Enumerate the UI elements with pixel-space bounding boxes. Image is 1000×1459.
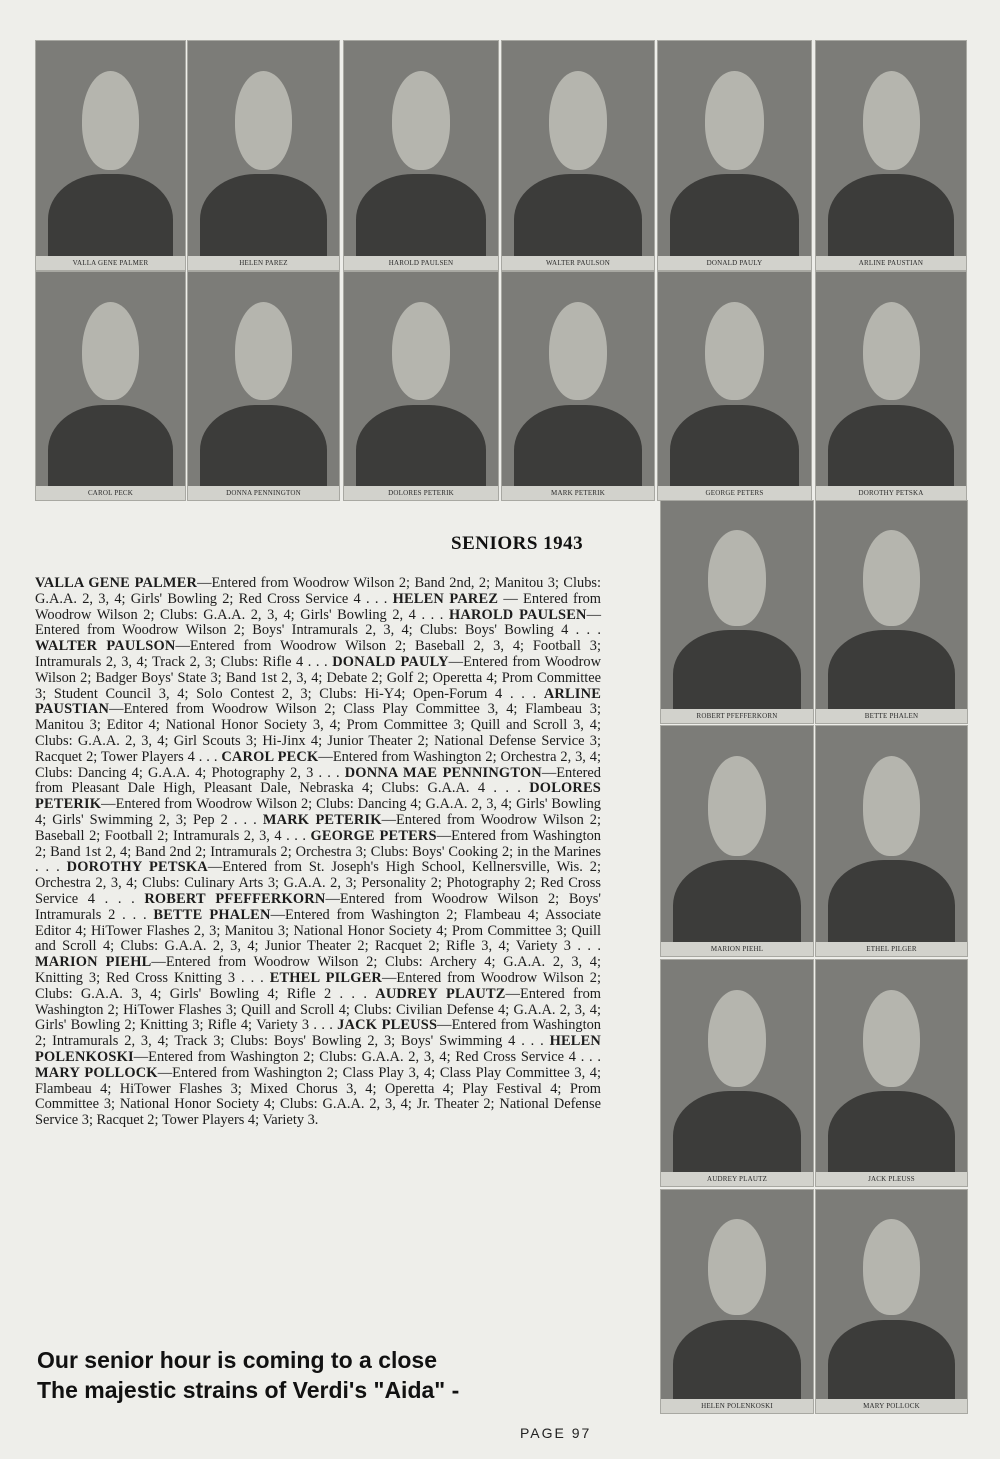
student-activities: —Entered from Pleasant Dale High, Pleasant Dale, Nebraska 4; Clubs: G.A.A. 4 . . .: [35, 764, 601, 797]
student-activities: —Entered from Washington 2; Band 1st 2, 4; Band 2nd 2; Intramurals 2; Orchestra 3; Clubs: Boys' Cooking 2; in the Marines . . .: [35, 827, 601, 876]
portrait-head-shape: [708, 990, 766, 1088]
student-name: JACK PLEUSS: [337, 1017, 438, 1034]
student-activities: —Entered from Washington 2; Class Play 3, 4; Class Play Committee 3, 4; Flambeau 4; HiTower Flashes 3; Mixed Chorus 3, 4; Operetta 4; Play Festival 4; Prom Committee 3; National Honor Society 4; Clubs: G.A.A. 2, 3, 4; Jr. Theater 2; National Defense Service 3; Racquet 2; Tower Players 4; Variety 3.: [35, 1064, 601, 1129]
portrait-head-shape: [705, 302, 763, 400]
page-number: PAGE 97: [520, 1425, 592, 1441]
portrait-head-shape: [863, 1219, 920, 1315]
portrait-body-shape: [356, 405, 485, 486]
portrait-caption: DOROTHY PETSKA: [858, 489, 924, 497]
student-name: HELEN PAREZ: [392, 590, 499, 607]
senior-portrait: [815, 725, 968, 957]
portrait-caption: MARK PETERIK: [551, 489, 605, 497]
student-activities: —Entered from Washington 2; Clubs: G.A.A. 2, 3, 4; Red Cross Service 4 . . .: [133, 1048, 601, 1065]
portrait-body-shape: [828, 1320, 955, 1399]
portrait-caption: DONALD PAULY: [706, 259, 763, 267]
student-activities: —Entered from Woodrow Wilson 2; Clubs: Archery 4; G.A.A. 2, 3, 4; Knitting 3; Red Cross Knitting 3 . . .: [35, 954, 601, 986]
portrait-caption: DOLORES PETERIK: [388, 489, 454, 497]
portrait-body-shape: [514, 174, 642, 256]
senior-portrait: [815, 500, 968, 724]
portrait-photo: [658, 272, 811, 486]
senior-portrait: [657, 271, 812, 501]
portrait-photo: [36, 272, 185, 486]
portrait-caption: GEORGE PETERS: [705, 489, 764, 497]
portrait-body-shape: [48, 405, 173, 486]
student-activities: —Entered from Washington 2; Orchestra 2, 3, 4; Clubs: Dancing 4; G.A.A. 4; Photography 2, 3 . . .: [35, 748, 601, 781]
student-name: HELEN POLENKOSKI: [35, 1033, 601, 1065]
verse-line: The majestic strains of Verdi's "Aida" -: [37, 1377, 460, 1403]
student-activities: —Entered from Woodrow Wilson 2; Band 2nd, 2; Manitou 3; Clubs: G.A.A. 2, 3, 4; Girls' Bowling 2; Red Cross Service 4 . . .: [35, 575, 602, 607]
student-activities: — Entered from Woodrow Wilson 2; Clubs: G.A.A. 2, 3, 4; Girls' Bowling 2, 4 . . .: [35, 590, 601, 623]
student-name: ETHEL PILGER: [269, 969, 383, 986]
student-name: ROBERT PFEFFERKORN: [144, 890, 326, 907]
portrait-caption: HAROLD PAULSEN: [388, 259, 454, 267]
student-activities: —Entered from Woodrow Wilson 2; Baseball 2; Football 2; Intramurals 2, 3, 4 . . .: [35, 811, 602, 844]
portrait-caption: BETTE PHALEN: [864, 712, 919, 720]
portrait-head-shape: [82, 302, 139, 400]
portrait-body-shape: [673, 860, 801, 942]
student-activities: —Entered from Woodrow Wilson 2; Baseball 2, 3, 4; Football 3; Intramurals 2, 3, 4; Track 2, 3; Clubs: Rifle 4 . . .: [35, 638, 601, 670]
portrait-head-shape: [863, 756, 920, 855]
portrait-head-shape: [708, 1219, 766, 1315]
portrait-body-shape: [828, 1091, 955, 1172]
portrait-photo: [661, 960, 813, 1172]
student-activities: —Entered from Woodrow Wilson 2; Boys' Intramurals 2, 3, 4; Clubs: Boys' Bowling 4 . . .: [35, 606, 601, 639]
student-name: GEORGE PETERS: [310, 827, 437, 844]
portrait-head-shape: [863, 990, 920, 1088]
portrait-body-shape: [828, 405, 954, 486]
portrait-photo: [502, 272, 654, 486]
student-activities: —Entered from Woodrow Wilson 2; Clubs: G.A.A. 3, 4; Girls' Bowling 4; Rifle 2 . . .: [35, 969, 602, 1002]
senior-portrait: [660, 725, 814, 957]
portrait-body-shape: [200, 405, 327, 486]
senior-portrait: [815, 40, 967, 271]
portrait-caption: VALLA GENE PALMER: [72, 259, 149, 267]
portrait-head-shape: [708, 530, 766, 626]
portrait-caption: ARLINE PAUSTIAN: [858, 259, 924, 267]
senior-portrait: [35, 40, 186, 271]
portrait-photo: [188, 41, 339, 256]
portrait-head-shape: [863, 530, 920, 626]
portrait-photo: [344, 272, 498, 486]
senior-portrait: [343, 271, 499, 501]
portrait-caption: JACK PLEUSS: [868, 1175, 915, 1183]
portrait-caption: MARION PIEHL: [710, 945, 764, 953]
portrait-head-shape: [392, 71, 451, 170]
student-name: VALLA GENE PALMER: [35, 575, 198, 591]
portrait-photo: [816, 501, 967, 709]
portrait-body-shape: [673, 1320, 801, 1399]
portrait-body-shape: [48, 174, 173, 256]
portrait-caption: DONNA PENNINGTON: [226, 489, 301, 497]
senior-portrait: [660, 1189, 814, 1414]
student-name: WALTER PAULSON: [35, 638, 176, 655]
portrait-photo: [188, 272, 339, 486]
portrait-body-shape: [673, 1091, 801, 1172]
portrait-caption: HELEN PAREZ: [239, 259, 288, 267]
portrait-photo: [344, 41, 498, 256]
portrait-photo: [661, 1190, 813, 1399]
portrait-photo: [816, 960, 967, 1172]
portrait-caption: CAROL PECK: [87, 489, 134, 497]
portrait-photo: [658, 41, 811, 256]
student-name: ARLINE PAUSTIAN: [35, 685, 601, 718]
senior-portrait: [501, 40, 655, 271]
student-name: MARION PIEHL: [35, 954, 152, 971]
portrait-body-shape: [673, 630, 801, 709]
student-activities: —Entered from Woodrow Wilson 2; Boys' Intramurals 2 . . .: [35, 890, 601, 923]
portrait-body-shape: [200, 174, 327, 256]
senior-portrait: [815, 271, 967, 501]
senior-portrait: [343, 40, 499, 271]
student-activities: —Entered from Woodrow Wilson 2; Badger Boys' State 3; Band 1st 2, 3, 4; Debate 2; Golf 2; Operetta 4; Prom Committee 3; Student Council 3, 4; Solo Contest 2, 3; Clubs: Hi-Y4; Open-Forum 4 . . .: [35, 653, 601, 702]
portrait-photo: [661, 501, 813, 709]
senior-portrait: [815, 1189, 968, 1414]
student-name: MARK PETERIK: [262, 811, 382, 828]
portrait-head-shape: [863, 302, 920, 400]
senior-portrait: [815, 959, 968, 1187]
senior-portrait: [660, 500, 814, 724]
student-name: DOLORES PETERIK: [35, 780, 601, 813]
student-name: DONALD PAULY: [332, 653, 449, 670]
portrait-head-shape: [235, 302, 292, 400]
senior-portrait: [187, 271, 340, 501]
senior-portrait: [187, 40, 340, 271]
portrait-head-shape: [392, 302, 451, 400]
portrait-head-shape: [82, 71, 139, 170]
student-activities: —Entered from Washington 2; HiTower Flashes 3; Quill and Scroll 4; Clubs: Civilian Defense 4; G.A.A. 2, 3, 4; Girls' Bowling 2; Knitting 3; Rifle 4; Variety 3 . . .: [35, 985, 601, 1034]
portrait-head-shape: [549, 71, 607, 170]
student-activities: —Entered from Woodrow Wilson 2; Clubs: Dancing 4; G.A.A. 2, 3, 4; Girls' Bowling 4; Girls' Swimming 2, 3; Pep 2 . . .: [35, 796, 601, 828]
portrait-body-shape: [670, 174, 799, 256]
senior-biographies: [35, 576, 601, 1129]
portrait-caption: WALTER PAULSON: [546, 259, 610, 267]
portrait-caption: MARY POLLOCK: [863, 1402, 920, 1410]
student-name: BETTE PHALEN: [153, 906, 271, 923]
portrait-body-shape: [514, 405, 642, 486]
portrait-caption: AUDREY PLAUTZ: [706, 1175, 768, 1183]
portrait-body-shape: [828, 630, 955, 709]
student-name: DOROTHY PETSKA: [66, 859, 208, 876]
portrait-head-shape: [549, 302, 607, 400]
verse: [37, 1345, 459, 1405]
senior-portrait: [35, 271, 186, 501]
portrait-head-shape: [705, 71, 763, 170]
portrait-caption: ETHEL PILGER: [866, 945, 917, 953]
portrait-photo: [816, 41, 966, 256]
portrait-body-shape: [356, 174, 485, 256]
student-activities: —Entered from Washington 2; Flambeau 4; Associate Editor 4; HiTower Flashes 2, 3; Manitou 3; National Honor Society 4; Prom Committee 3; Quill and Scroll 4; Clubs: G.A.A. 2, 3, 4; Junior Theater 2; Racquet 2; Rifle 3, 4; Variety 3 . . .: [35, 906, 601, 955]
portrait-photo: [816, 1190, 967, 1399]
portrait-caption: ROBERT PFEFFERKORN: [696, 712, 778, 720]
portrait-photo: [36, 41, 185, 256]
senior-portrait: [657, 40, 812, 271]
senior-portrait: [501, 271, 655, 501]
portrait-head-shape: [863, 71, 920, 170]
student-activities: —Entered from St. Joseph's High School, Kellnersville, Wis. 2; Orchestra 2, 3, 4; Clubs: Culinary Arts 3; G.A.A. 2, 3; Personality 2; Photography 2; Red Cross Service 4 . . .: [35, 859, 602, 907]
verse-line: Our senior hour is coming to a close: [37, 1347, 438, 1373]
student-name: MARY POLLOCK: [35, 1064, 158, 1081]
portrait-caption: HELEN POLENKOSKI: [701, 1402, 773, 1410]
student-name: HAROLD PAULSEN: [448, 606, 587, 623]
student-name: AUDREY PLAUTZ: [375, 985, 506, 1002]
portrait-head-shape: [708, 756, 766, 855]
portrait-body-shape: [670, 405, 799, 486]
portrait-body-shape: [828, 174, 954, 256]
senior-portrait: [660, 959, 814, 1187]
student-activities: —Entered from Washington 2; Intramurals 2, 3, 4; Track 3; Clubs: Boys' Bowling 2, 3; Boys' Swimming 4 . . .: [35, 1017, 602, 1050]
portrait-photo: [816, 726, 967, 942]
student-activities: —Entered from Woodrow Wilson 2; Class Play Committee 3, 4; Flambeau 3; Manitou 3; Editor 4; National Honor Society 3, 4; Prom Committee 3; Quill and Scroll 3, 4; Clubs: G.A.A. 2, 3, 4; Girl Scouts 3; Hi-Jinx 4; Junior Theater 2; National Defense Service 3; Racquet 2; Tower Players 4 . . .: [35, 701, 601, 765]
page-heading: SENIORS 1943: [451, 533, 584, 554]
portrait-photo: [661, 726, 813, 942]
portrait-photo: [502, 41, 654, 256]
portrait-photo: [816, 272, 966, 486]
student-name: DONNA MAE PENNINGTON: [344, 764, 542, 781]
student-name: CAROL PECK: [221, 748, 319, 765]
portrait-head-shape: [235, 71, 292, 170]
portrait-body-shape: [828, 860, 955, 942]
